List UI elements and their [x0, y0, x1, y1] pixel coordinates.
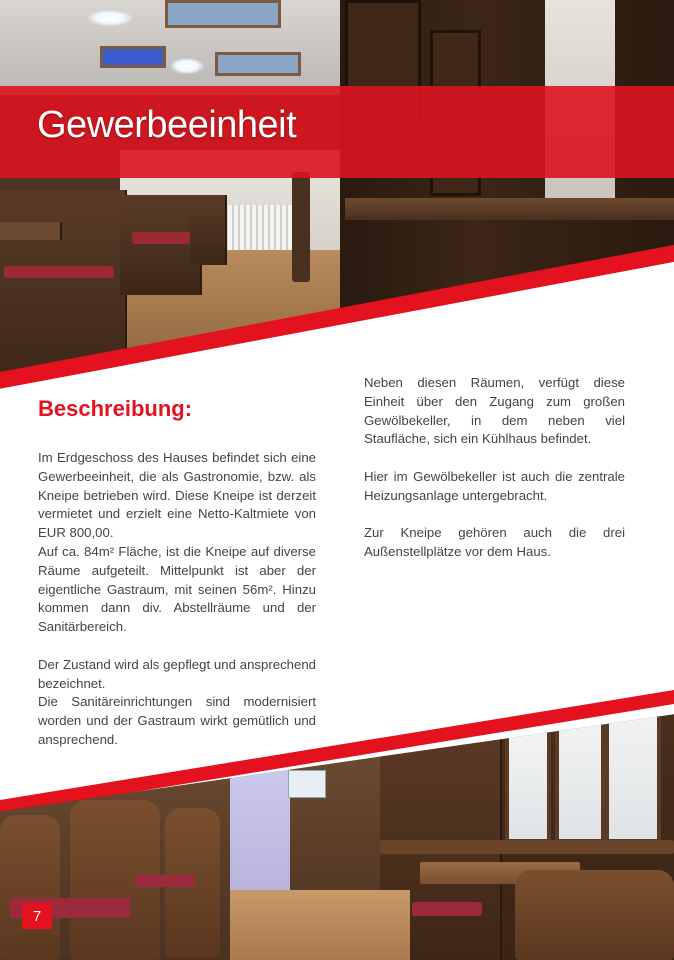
paragraph: Die Sanitäreinrichtungen sind modernisiert worden und der Gastraum wirkt gemütlich und ansprechend. — [38, 694, 316, 747]
floor — [230, 890, 410, 960]
booth-seat — [132, 232, 192, 244]
booth-seat — [4, 266, 114, 278]
paragraph: Hier im Gewölbekeller ist auch die zentrale Heizungsanlage untergebracht. — [364, 468, 625, 503]
chair-seat — [135, 875, 195, 887]
booth-bench — [515, 870, 674, 960]
ceiling-panel — [215, 52, 301, 76]
left-text-column — [38, 449, 316, 750]
ceiling-light — [88, 10, 132, 26]
window — [505, 725, 551, 843]
window — [605, 700, 661, 843]
notice-board — [288, 770, 326, 798]
chair-seat — [412, 902, 482, 916]
bar-top — [345, 198, 674, 220]
carved-chair — [0, 815, 60, 960]
window — [555, 710, 605, 843]
paragraph: Der Zustand wird als gepflegt und ansprechend bezeichnet. — [38, 656, 316, 691]
bar-stool — [292, 172, 310, 282]
bench-back — [380, 840, 674, 854]
page-title: Gewerbeeinheit — [37, 104, 297, 146]
page-number: 7 — [22, 903, 52, 929]
section-heading: Beschreibung: — [38, 396, 193, 421]
right-text-column — [364, 374, 625, 562]
paragraph: Neben diesen Räumen, verfügt diese Einheit über den Zugang zum großen Gewölbekeller, in dem neben viel Staufläche, sich ein Kühlhaus befindet. — [364, 375, 625, 447]
paragraph: Auf ca. 84m² Fläche, ist die Kneipe auf diverse Räume aufgeteilt. Mittelpunkt ist aber der eigentliche Gastraum, mit seinen 56m². Hinzu kommen dann div. Abstellräume und der Sanitärbereich. — [38, 543, 316, 635]
ceiling-light — [170, 58, 204, 74]
doorway — [230, 760, 290, 900]
top-restaurant-photo — [0, 0, 674, 390]
paragraph: Im Erdgeschoss des Hauses befindet sich eine Gewerbeeinheit, die als Gastronomie, bzw. als Kneipe betrieben wird. Diese Kneipe ist derzeit vermietet und erzielt eine Netto-Kaltmiete von EUR 800,00. — [38, 450, 316, 541]
table — [0, 222, 62, 240]
booth-bench — [190, 195, 227, 265]
ceiling-panel — [100, 46, 166, 68]
ceiling-panel — [165, 0, 281, 28]
paragraph: Zur Kneipe gehören auch die drei Außenstellplätze vor dem Haus. — [364, 525, 625, 560]
